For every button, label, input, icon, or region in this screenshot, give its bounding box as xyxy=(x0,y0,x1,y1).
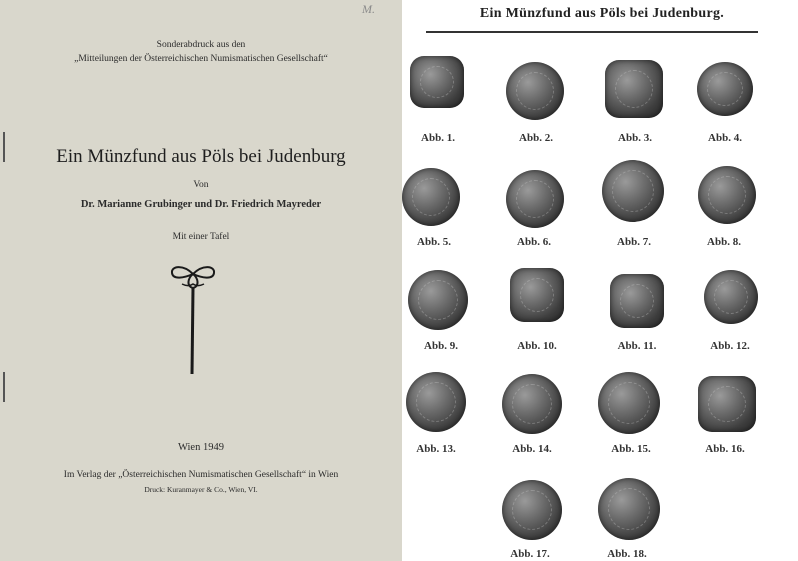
coin-image xyxy=(605,60,663,118)
coin-plate xyxy=(406,0,798,561)
coin-image xyxy=(506,170,564,228)
coin-caption: Abb. 11. xyxy=(617,340,657,352)
coin-image xyxy=(698,166,756,224)
coin-image xyxy=(410,56,464,108)
by-line: Von xyxy=(193,180,209,190)
coin-image xyxy=(602,160,664,222)
coin-caption: Abb. 17. xyxy=(510,548,550,560)
publisher-line: Im Verlag der „Österreichischen Numismatischen Gesellschaft“ in Wien xyxy=(63,470,339,480)
staple-mark xyxy=(3,372,5,402)
title-rule xyxy=(426,31,758,33)
coin-image xyxy=(406,372,466,432)
coin-caption: Abb. 10. xyxy=(517,340,557,352)
reprint-line: Sonderabdruck aus den xyxy=(156,40,246,50)
coin-caption: Abb. 12. xyxy=(710,340,750,352)
coin-image xyxy=(510,268,564,322)
coin-image xyxy=(502,374,562,434)
coin-caption: Abb. 18. xyxy=(607,548,647,560)
authors-line: Dr. Marianne Grubinger und Dr. Friedrich Mayreder xyxy=(80,199,322,210)
coin-caption: Abb. 3. xyxy=(618,132,652,144)
plate-note: Mit einer Tafel xyxy=(172,232,230,242)
cover-title: Ein Münzfund aus Pöls bei Judenburg xyxy=(56,146,346,167)
coin-image xyxy=(697,62,753,116)
year-line: Wien 1949 xyxy=(178,442,224,453)
coin-image xyxy=(598,372,660,434)
coin-image xyxy=(698,376,756,432)
coin-caption: Abb. 9. xyxy=(424,340,458,352)
coin-caption: Abb. 5. xyxy=(417,236,451,248)
plate-title: Ein Münzfund aus Pöls bei Judenburg. xyxy=(479,6,725,21)
coin-image xyxy=(610,274,664,328)
coin-caption: Abb. 15. xyxy=(611,443,651,455)
coin-image xyxy=(502,480,562,540)
coin-image xyxy=(598,478,660,540)
coin-caption: Abb. 2. xyxy=(519,132,553,144)
coin-caption: Abb. 7. xyxy=(617,236,651,248)
coin-caption: Abb. 4. xyxy=(708,132,742,144)
coin-image xyxy=(402,168,460,226)
coin-caption: Abb. 1. xyxy=(421,132,455,144)
pencil-note: M. xyxy=(362,2,375,16)
coin-caption: Abb. 8. xyxy=(707,236,741,248)
coin-caption: Abb. 14. xyxy=(512,443,552,455)
coin-image xyxy=(704,270,758,324)
coin-caption: Abb. 6. xyxy=(517,236,551,248)
ornament-icon xyxy=(168,264,218,376)
coin-image xyxy=(506,62,564,120)
coin-caption: Abb. 16. xyxy=(705,443,745,455)
coin-caption: Abb. 13. xyxy=(416,443,456,455)
journal-line: „Mitteilungen der Österreichischen Numismatischen Gesellschaft“ xyxy=(74,54,328,64)
printer-line: Druck: Kuranmayer & Co., Wien, VI. xyxy=(144,485,258,494)
coin-image xyxy=(408,270,468,330)
